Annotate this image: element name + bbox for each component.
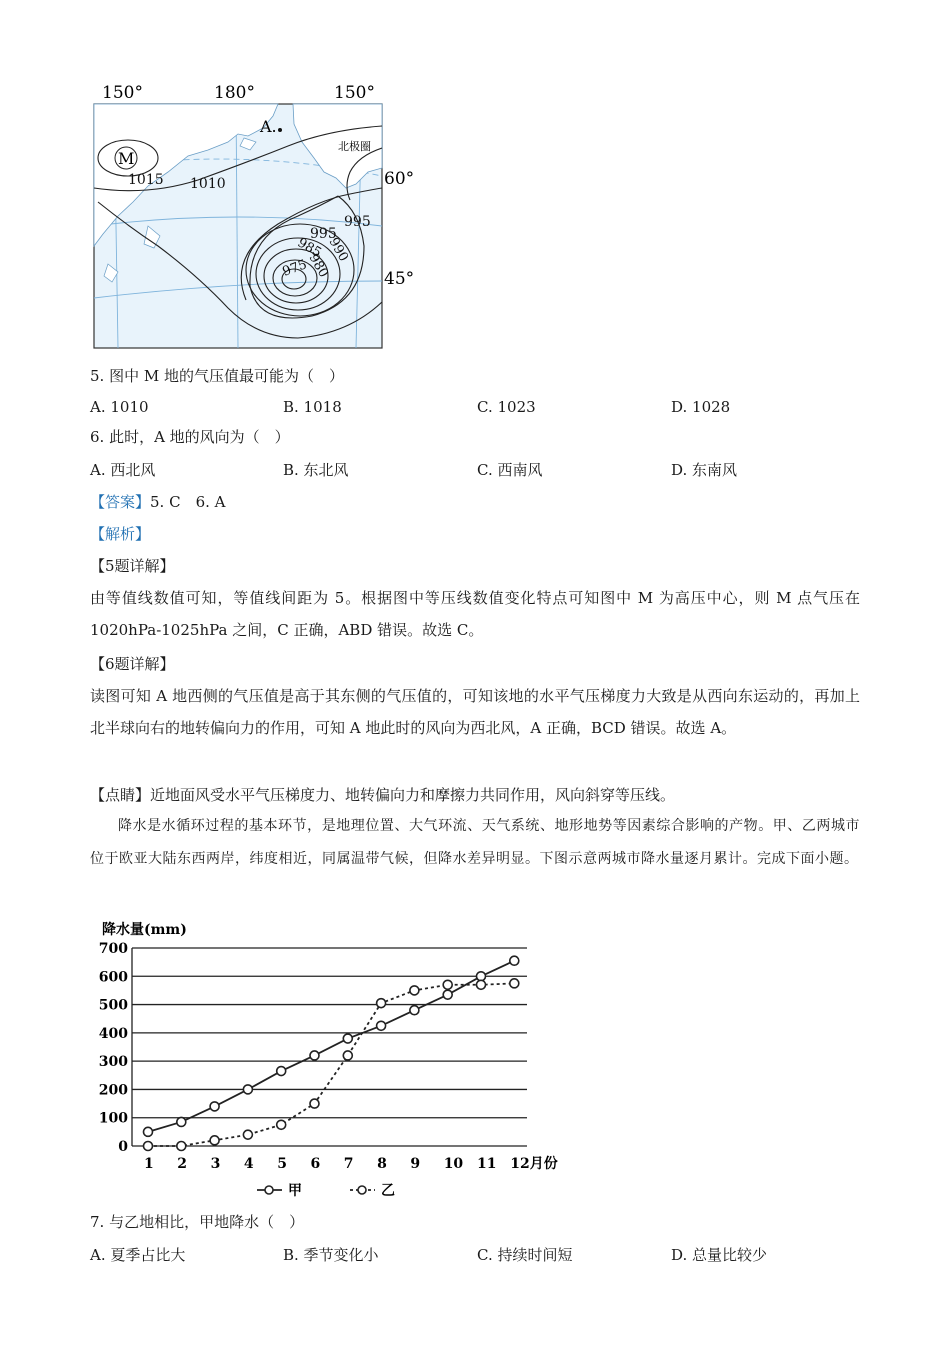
q6-option-d[interactable]: D. 东南风 [671,461,738,479]
isobar-label-990: 990 [325,235,351,265]
detail6-body: 读图可知 A 地西侧的气压值是高于其东侧的气压值的，可知该地的水平气压梯度力大致是从西向东运动的，再加上北半球向右的地转偏向力的作用，可知 A 地此时的风向为西北风，A 正确，BCD 错误。故选 A。 [90,687,860,737]
x-tick-label: 12月份 [510,1156,558,1172]
q5-option-a[interactable]: A. 1010 [90,398,149,416]
data-point-yi [310,1099,319,1108]
data-point-jia [410,1006,419,1015]
data-point-jia [477,972,486,981]
answer-tag: 【答案】 [90,493,151,511]
detail5-title: 【5题详解】 [90,557,175,575]
data-point-jia [277,1067,286,1076]
q7-option-b[interactable]: B. 季节变化小 [283,1246,379,1264]
arctic-circle-label: 北极圈 [338,140,371,153]
lon-label-150e: 150° [334,83,375,103]
q7-option-d[interactable]: D. 总量比较少 [671,1246,768,1264]
detail5-body: 由等值线数值可知，等值线间距为 5。根据图中等压线数值变化特点可知图中 M 为高压中心，则 M 点气压在 1020hPa-1025hPa 之间，C 正确，ABD 错误。故选 C。 [90,589,860,639]
legend-marker-jia [265,1186,273,1194]
data-point-jia [177,1117,186,1126]
tip-text: 近地面风受水平气压梯度力、地转偏向力和摩擦力共同作用，风向斜穿等压线。 [150,786,676,804]
q6-stem: 6. 此时，A 地的风向为（ ） [90,428,290,446]
precip-chart [92,914,562,1204]
point-a-label: A. [260,117,277,136]
y-tick-label: 0 [118,1139,128,1155]
data-point-jia [377,1021,386,1030]
isobar-label-985: 985 [294,235,324,261]
lat-label-60: 60° [384,169,415,189]
high-center-label: M [118,149,135,168]
x-tick-label: 2 [177,1156,188,1172]
tip-line [90,785,675,805]
isobar-label-1010: 1010 [190,176,226,192]
x-tick-label: 6 [310,1156,321,1172]
data-point-yi [343,1051,352,1060]
legend-label-yi: 乙 [381,1183,395,1199]
legend-label-jia: 甲 [288,1183,302,1199]
data-point-yi [144,1142,153,1151]
q5-option-c[interactable]: C. 1023 [477,398,536,416]
q7-option-c[interactable]: C. 持续时间短 [477,1246,573,1264]
isobar-map [88,76,428,352]
x-tick-label: 11 [477,1156,497,1172]
tip-tag: 【点睛】 [90,786,151,804]
y-tick-label: 100 [98,1110,128,1127]
q5-stem: 5. 图中 M 地的气压值最可能为（ ） [90,367,344,385]
q6-option-b[interactable]: B. 东北风 [283,461,349,479]
intro-paragraph: 降水是水循环过程的基本环节，是地理位置、大气环流、天气系统、地形地势等因素综合影响的产物。甲、乙两城市位于欧亚大陆东西两岸，纬度相近，同属温带气候，但降水差异明显。下图示意两城市降水量逐月累计。完成下面小题。 [90,818,860,867]
x-tick-label: 1 [144,1156,154,1172]
isobar-label-1015: 1015 [128,172,164,188]
q7-option-a[interactable]: A. 夏季占比大 [90,1246,186,1264]
y-tick-label: 700 [98,941,128,957]
isobar-label-995-inner: 995 [310,226,337,242]
data-point-jia [443,990,452,999]
data-point-yi [243,1130,252,1139]
data-point-yi [210,1136,219,1145]
q7-stem: 7. 与乙地相比，甲地降水（ ） [90,1213,305,1231]
data-point-jia [510,956,519,965]
data-point-jia [310,1051,319,1060]
point-a-dot [278,128,282,132]
data-point-yi [477,980,486,989]
x-tick-label: 3 [210,1156,221,1172]
x-tick-label: 5 [277,1156,287,1172]
legend-marker-yi [358,1186,366,1194]
y-tick-label: 300 [98,1054,128,1071]
analysis-tag: 【解析】 [90,525,151,543]
answer-line [90,492,226,512]
lon-label-180: 180° [214,83,255,103]
lon-label-150w: 150° [102,83,143,103]
y-tick-label: 400 [98,1025,128,1042]
chart-ylabel: 降水量(mm) [102,922,187,938]
y-tick-label: 200 [98,1082,128,1099]
data-point-yi [377,999,386,1008]
answer-text: 5. C 6. A [150,493,226,511]
detail6-title: 【6题详解】 [90,655,175,673]
x-tick-label: 7 [343,1156,354,1172]
q5-option-d[interactable]: D. 1028 [671,398,731,416]
data-point-yi [277,1120,286,1129]
series-line-jia [148,961,514,1132]
isobar-label-980: 980 [305,251,331,281]
data-point-yi [510,979,519,988]
isobar-label-995-outer: 995 [344,214,371,230]
q6-option-c[interactable]: C. 西南风 [477,461,543,479]
isobar-label-975: 975 [280,257,310,280]
series-line-yi [148,983,514,1146]
q5-option-b[interactable]: B. 1018 [283,398,342,416]
x-tick-label: 4 [243,1156,254,1172]
x-tick-label: 8 [377,1156,387,1172]
lat-label-45: 45° [384,269,415,289]
data-point-yi [443,980,452,989]
y-tick-label: 500 [98,997,128,1014]
data-point-yi [177,1142,186,1151]
x-tick-label: 10 [443,1156,464,1172]
data-point-jia [210,1102,219,1111]
x-tick-label: 9 [410,1156,421,1172]
data-point-jia [343,1034,352,1043]
data-point-yi [410,986,419,995]
q6-option-a[interactable]: A. 西北风 [90,461,156,479]
y-tick-label: 600 [98,969,128,986]
data-point-jia [144,1127,153,1136]
data-point-jia [243,1085,252,1094]
